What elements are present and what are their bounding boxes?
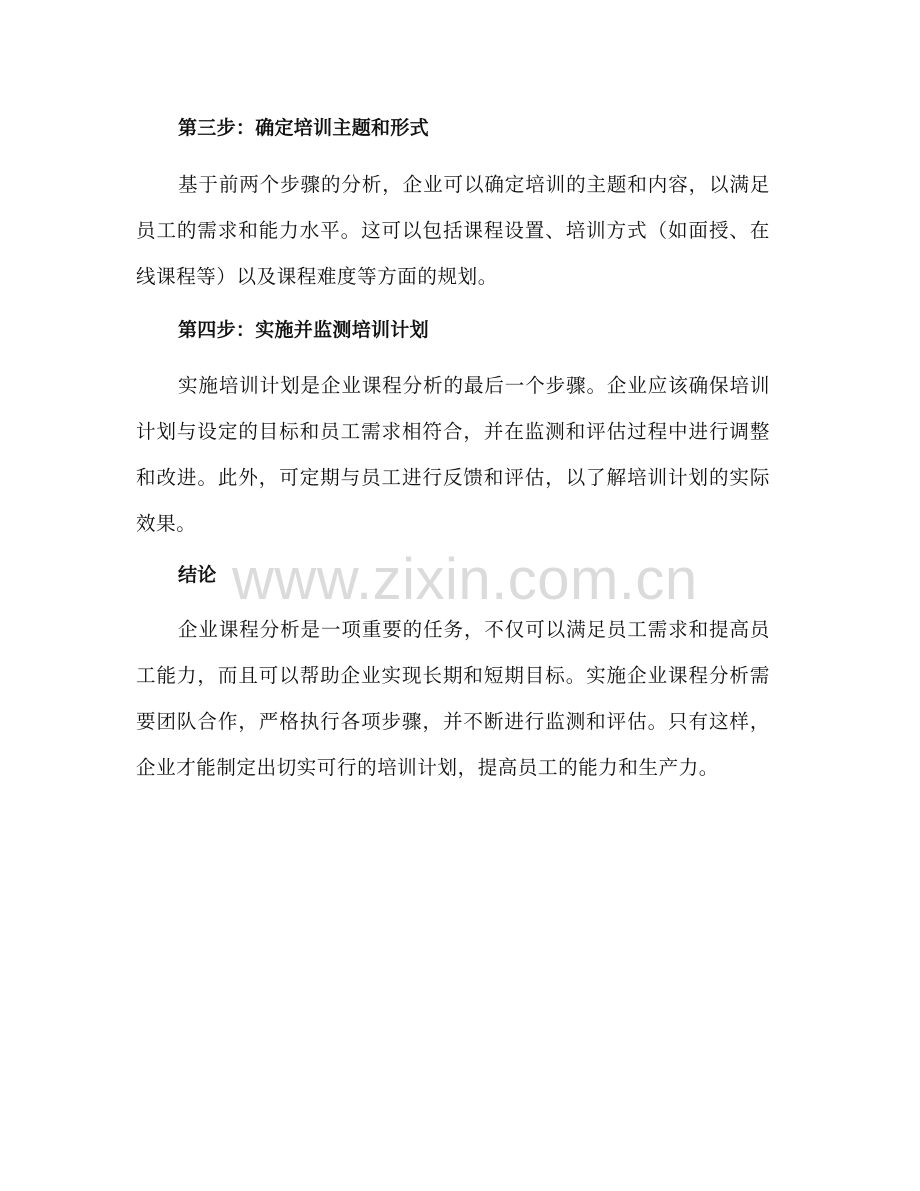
step4-paragraph: 实施培训计划是企业课程分析的最后一个步骤。企业应该确保培训计划与设定的目标和员工需求相符合，并在监测和评估过程中进行调整和改进。此外，可定期与员工进行反馈和评估，以了解培训计划的实际效果。 xyxy=(136,374,770,535)
step4-heading: 第四步：实施并监测培训计划 xyxy=(178,319,429,341)
watermark: www.zixin.com.cn xyxy=(232,547,698,612)
step3-paragraph: 基于前两个步骤的分析，企业可以确定培训的主题和内容，以满足员工的需求和能力水平。这可以包括课程设置、培训方式（如面授、在线课程等）以及课程难度等方面的规划。 xyxy=(136,173,770,288)
step3-heading: 第三步：确定培训主题和形式 xyxy=(178,117,429,139)
conclusion-paragraph: 企业课程分析是一项重要的任务，不仅可以满足员工需求和提高员工能力，而且可以帮助企业实现长期和短期目标。实施企业课程分析需要团队合作，严格执行各项步骤，并不断进行监测和评估。只有这样，企业才能制定出切实可行的培训计划，提高员工的能力和生产力。 xyxy=(136,618,770,779)
conclusion-heading: 结论 xyxy=(178,564,217,586)
